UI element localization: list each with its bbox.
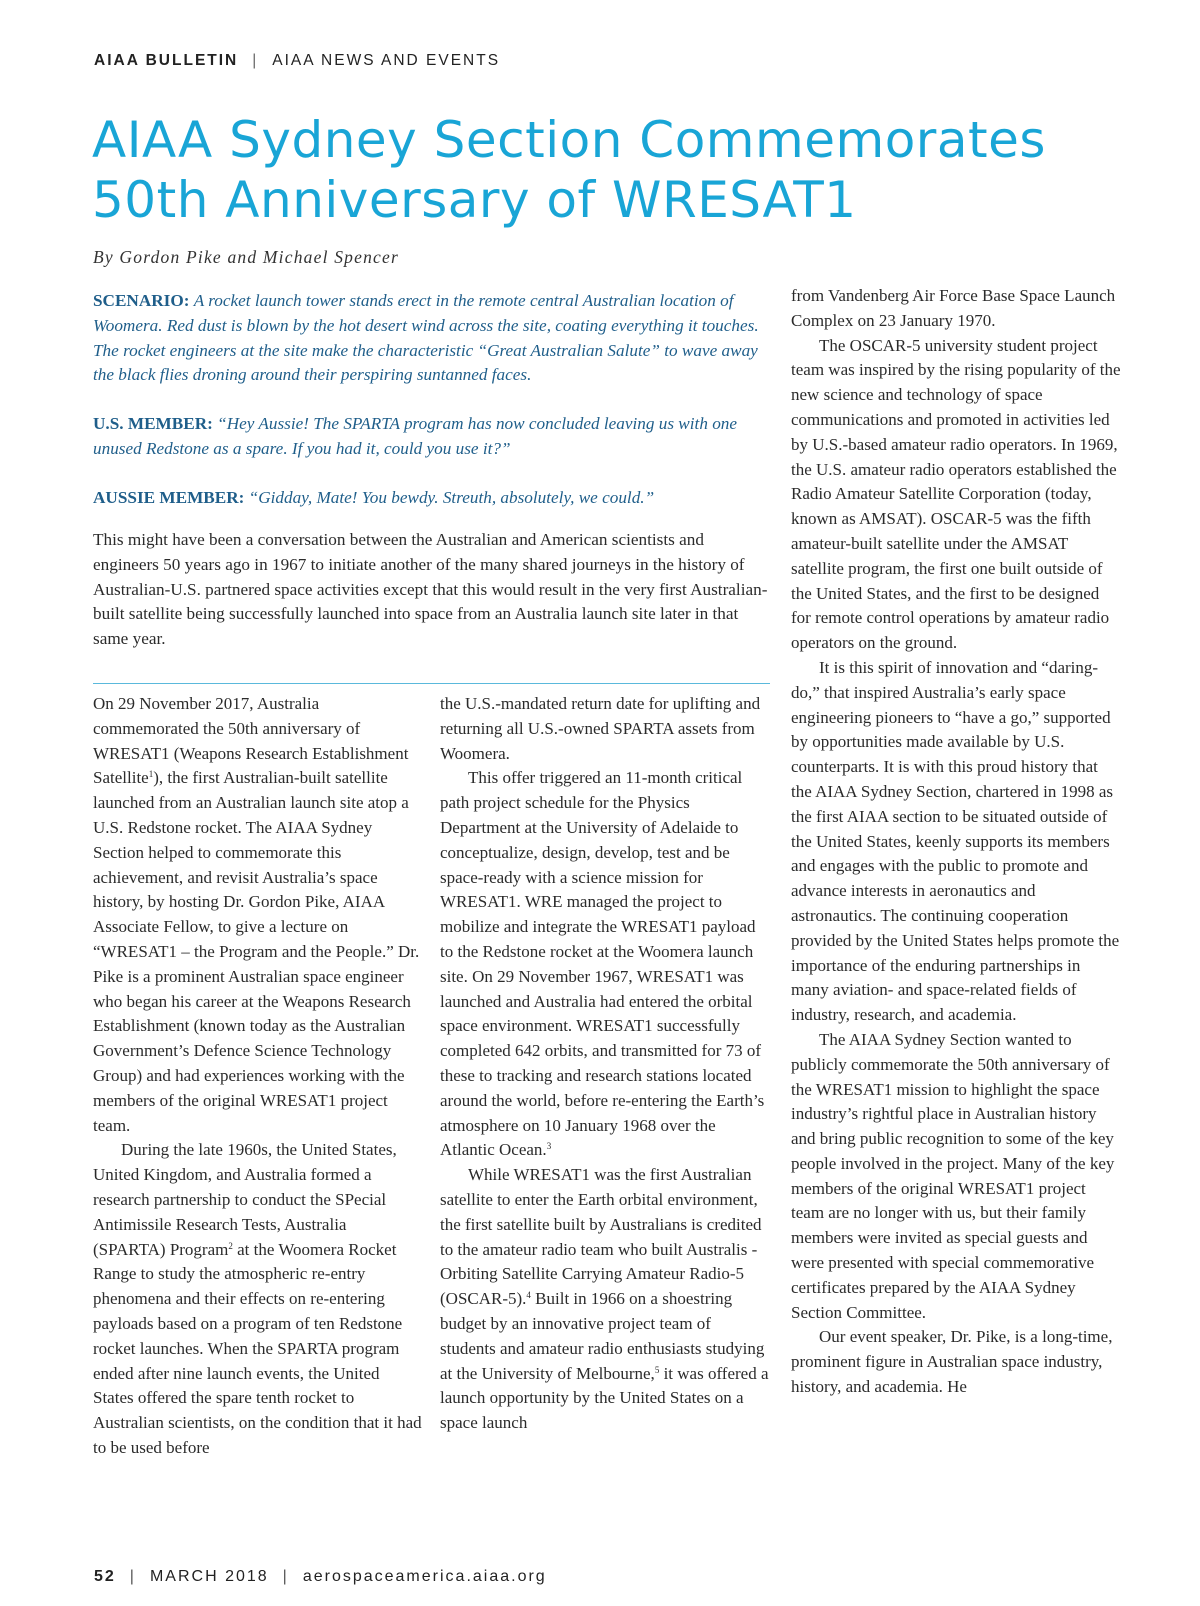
body-paragraph: Our event speaker, Dr. Pike, is a long-time, prominent figure in Australian space industry, history, and academia. He: [791, 1327, 1113, 1397]
body-paragraph: [440, 692, 770, 766]
lead-paragraph: This might have been a conversation between the Australian and American scientists and engineers 50 years ago in 1967 to initiate another of the many shared journeys in the history of Australian-U.S. partnered space activities except that this would result in the very first Australian-built satellite being successfully launched into space from an Australia launch site later in that same year.: [93, 530, 768, 649]
body-text: Built in 1966 on a shoestring budget by an innovative project team of students and amateur radio enthusiasts studying at the University of Melbourne,: [440, 1289, 765, 1383]
footnote-ref: 4: [526, 1290, 531, 1301]
footnote-ref: 1: [148, 769, 154, 780]
body-paragraph: It is this spirit of innovation and “daring-do,” that inspired Australia’s early space engineering pioneers to “have a go,” supported by opportunities made available by U.S. counterparts. It is with this proud history that the AIAA Sydney Section, chartered in 1998 as the first AIAA section to be situated outside of the United States, keenly supports its members and engages with the public to promote and advance interests in aeronautics and astronautics. The continuing cooperation provided by the United States helps promote the importance of the enduring partnerships in many aviation- and space-related fields of industry, research, and academia.: [791, 657, 1120, 1025]
footnote-ref: 3: [546, 1141, 552, 1152]
body-text: it was offered a launch opportunity by the United States on a space launch: [440, 1363, 769, 1433]
body-text: at the Woomera Rocket Range to study the atmospheric re-entry phenomena and their effects on re-entering payloads based on a program of ten Redstone rocket launches. When the SPARTA program ended after nine launch events, the United States offered the spare tenth rocket to Australian scientists, on the condition that it had to be used before: [93, 1239, 422, 1457]
us-member-label: U.S. MEMBER:: [93, 414, 213, 434]
body-column-1: [93, 692, 423, 1461]
us-member-text: “Hey Aussie! The SPARTA program has now concluded leaving us with one unused Redstone as a spare. If you had it, could you use it?”: [93, 414, 738, 458]
page-footer: [94, 1568, 547, 1586]
body-text: from Vandenberg Air Force Base Space Launch Complex on 23 January 1970.: [791, 286, 1116, 330]
body-text: On 29 November 2017, Australia commemorated the 50th anniversary of WRESAT1 (Weapons Research Establishment Satellite: [93, 694, 409, 788]
scenario-paragraph: [93, 289, 773, 388]
body-column-2: [440, 692, 770, 1436]
site-url: aerospaceamerica.aiaa.org: [302, 1568, 547, 1585]
intro-dialogue: [93, 289, 773, 535]
body-paragraph: The OSCAR-5 university student project team was inspired by the rising popularity of the new science and technology of space communications and promoted in activities led by U.S.-based amateur radio operators. In 1969, the U.S. amateur radio operators established the Radio Amateur Satellite Corporation (today, known as AMSAT). OSCAR-5 was the fifth amateur-built satellite under the AMSAT satellite program, the first one built outside of the United States, and the first to be designed for remote control operations by amateur radio operators on the ground.: [791, 335, 1121, 653]
byline: By Gordon Pike and Michael Spencer: [93, 247, 399, 267]
aussie-member-label: AUSSIE MEMBER:: [93, 487, 245, 507]
body-paragraph: [440, 766, 770, 1163]
running-header: [94, 52, 500, 70]
body-text: During the late 1960s, the United States, United Kingdom, and Australia formed a research partnership to conduct the SPecial Antimissile Research Tests, Australia (SPARTA) Program: [93, 1140, 397, 1259]
article-title-line-1: AIAA Sydney Section Commemorates: [92, 111, 1046, 169]
footnote-ref: 5: [654, 1364, 660, 1375]
body-paragraph: The AIAA Sydney Section wanted to publicly commemorate the 50th anniversary of the WRESAT1 mission to highlight the space industry’s rightful place in Australian history and bring public recognition to some of the key people involved in the project. Many of the key members of the original WRESAT1 project team are no longer with us, but their family members were invited as special guests and were presented with special commemorative certificates prepared by the AIAA Sydney Section Committee.: [791, 1029, 1115, 1322]
scenario-label: SCENARIO:: [93, 291, 190, 310]
page-number: 52: [94, 1568, 116, 1585]
article-title-line-2: 50th Anniversary of WRESAT1: [92, 171, 857, 229]
body-text: ), the first Australian-built satellite launched from an Australian launch site atop a U.S. Redstone rocket. The AIAA Sydney Section helped to commemorate this achievement, and revisit Australia’s space history, by hosting Dr. Gordon Pike, AIAA Associate Fellow, to give a lecture on “WRESAT1 – the Program and the People.” Dr. Pike is a prominent Australian space engineer who began his career at the Weapons Research Establishment (known today as the Australian Government’s Defence Science Technology Group) and had experiences working with the members of the original WRESAT1 project team.: [93, 768, 420, 1135]
aussie-member-text: “Gidday, Mate! You bewdy. Streuth, absolutely, we could.”: [248, 487, 655, 507]
scenario-text: A rocket launch tower stands erect in the remote central Australian location of Woomera. Red dust is blown by the hot desert wind across the site, coating everything it touches. The rocket engineers at the site make the characteristic “Great Australian Salute” to wave away the black flies droning around their perspiring suntanned faces.: [93, 291, 759, 385]
footer-separator: |: [282, 1568, 289, 1585]
footer-separator: |: [129, 1568, 136, 1585]
us-member-paragraph: [93, 412, 773, 462]
body-text: the U.S.-mandated return date for uplifting and returning all U.S.-owned SPARTA assets from Woomera.: [440, 694, 761, 763]
body-paragraph: [93, 1138, 423, 1460]
issue-date: MARCH 2018: [149, 1568, 269, 1585]
body-text: While WRESAT1 was the first Australian satellite to enter the Earth orbital environment, the first satellite built by Australians is credited to the amateur radio team who built Australis - Orbiting Satellite Carrying Amateur Radio-5 (OSCAR-5).: [440, 1165, 762, 1309]
body-paragraph: [791, 284, 1121, 334]
body-column-3: [791, 284, 1121, 1400]
article-title: [92, 110, 1092, 230]
body-paragraph: [93, 692, 423, 1138]
header-section: AIAA BULLETIN: [94, 52, 239, 69]
body-text: This offer triggered an 11-month critical path project schedule for the Physics Department at the University of Adelaide to conceptualize, design, develop, test and be space-ready with a science mission for WRESAT1. WRE managed the project to mobilize and integrate the WRESAT1 payload to the Redstone rocket at the Woomera launch site. On 29 November 1967, WRESAT1 was launched and Australia had entered the orbital space environment. WRESAT1 successfully completed 642 orbits, and transmitted for 73 of these to tracking and research stations located around the world, before re-entering the Earth’s atmosphere on 10 January 1968 over the Atlantic Ocean.: [440, 768, 765, 1160]
header-category: AIAA NEWS AND EVENTS: [272, 52, 501, 69]
footnote-ref: 2: [228, 1240, 233, 1251]
body-paragraph: [440, 1163, 770, 1436]
aussie-member-paragraph: [93, 486, 773, 511]
section-divider: [93, 683, 770, 684]
header-separator: |: [252, 52, 259, 69]
